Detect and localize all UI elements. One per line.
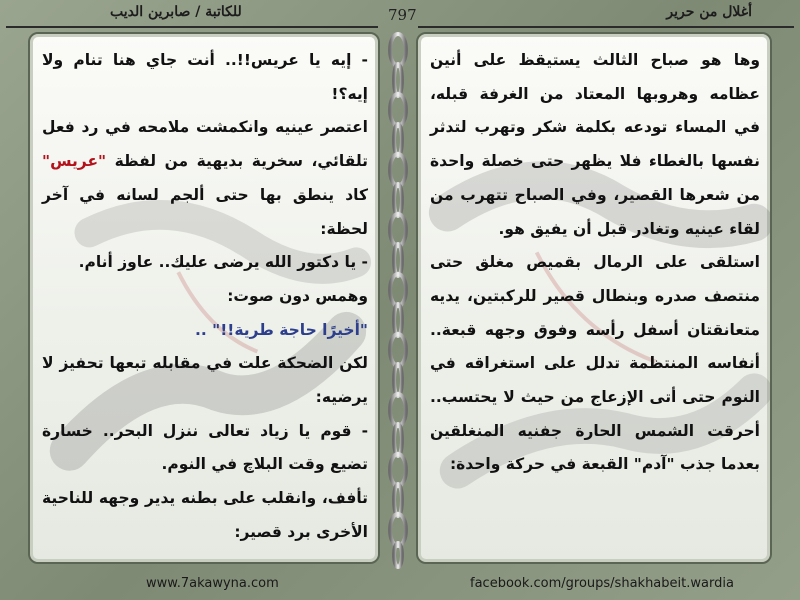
paragraph: - إيه يا عريس!!.. أنت جاي هنا تنام ولا إيه؟! [42, 51, 368, 103]
paragraph: لكن الضحكة علت في مقابله تبعها تحفيز لا يرضيه: [42, 354, 368, 407]
paragraph: - يا دكتور الله يرضى عليك.. عاوز أنام. [78, 253, 368, 272]
book-title: أغلال من حرير [666, 4, 752, 20]
right-page [416, 32, 772, 564]
paragraph [42, 111, 368, 246]
website-link[interactable]: www.7akawyna.com [146, 576, 279, 591]
quoted-thought: "أخيرًا حاجة طرية!!" .. [194, 320, 368, 339]
paragraph: - قوم يا زياد تعالى ننزل البحر.. خسارة تضيع وقت البلاچ في النوم. [42, 421, 368, 474]
paragraph: وهمس دون صوت: [227, 286, 368, 305]
paragraph: وها هو صباح الثالث يستيقظ على أنين عظامه وهروبها المعتاد من الغرفة قبله، في المساء تودعه بكلمة شكر وتهرب لتدثر نفسها بالغطاء فلا يظهر حتى خصلة واحدة من شعرها القصير، وفي الصباح تتهرب من لقاء عينيه وتغادر قبل أن يفيق هو. [430, 51, 760, 238]
chain-divider-icon [383, 30, 413, 570]
facebook-group-link[interactable]: facebook.com/groups/shakhabeit.wardia [470, 576, 734, 591]
left-page [28, 32, 380, 564]
paragraph: استلقى على الرمال بقميص مغلق حتى منتصف صدره وبنطال قصير للركبتين، يديه متعانقتان أسفل رأسه وفوق وجهه قبعة.. أنفاسه المنتظمة تدلل على استغراقه في النوم حتى أتى الإزعاج من حيث لا يحتسب.. أحرقت الشمس الحارة جفنيه المنغلقين بعدما جذب "آدم" القبعة في حركة واحدة: [430, 253, 760, 474]
header-rule-right [418, 26, 794, 28]
page-number: 797 [388, 6, 417, 24]
text-run: اعتصر عينيه وانكمشت ملامحه في رد فعل تلقائي، سخرية بديهية من لفظة [42, 118, 368, 171]
paragraph: تأفف، وانقلب على بطنه يدير وجهه للناحية الأخرى برد قصير: [42, 489, 368, 541]
author-credit: للكاتبة / صابرين الديب [110, 4, 242, 20]
right-page-text [430, 44, 760, 482]
text-run: كاد ينطق بها حتى ألجم لسانه في آخر لحظة: [42, 185, 368, 238]
highlighted-word: "عريس" [42, 152, 107, 171]
left-page-text [42, 44, 368, 550]
header-rule-left [6, 26, 378, 28]
